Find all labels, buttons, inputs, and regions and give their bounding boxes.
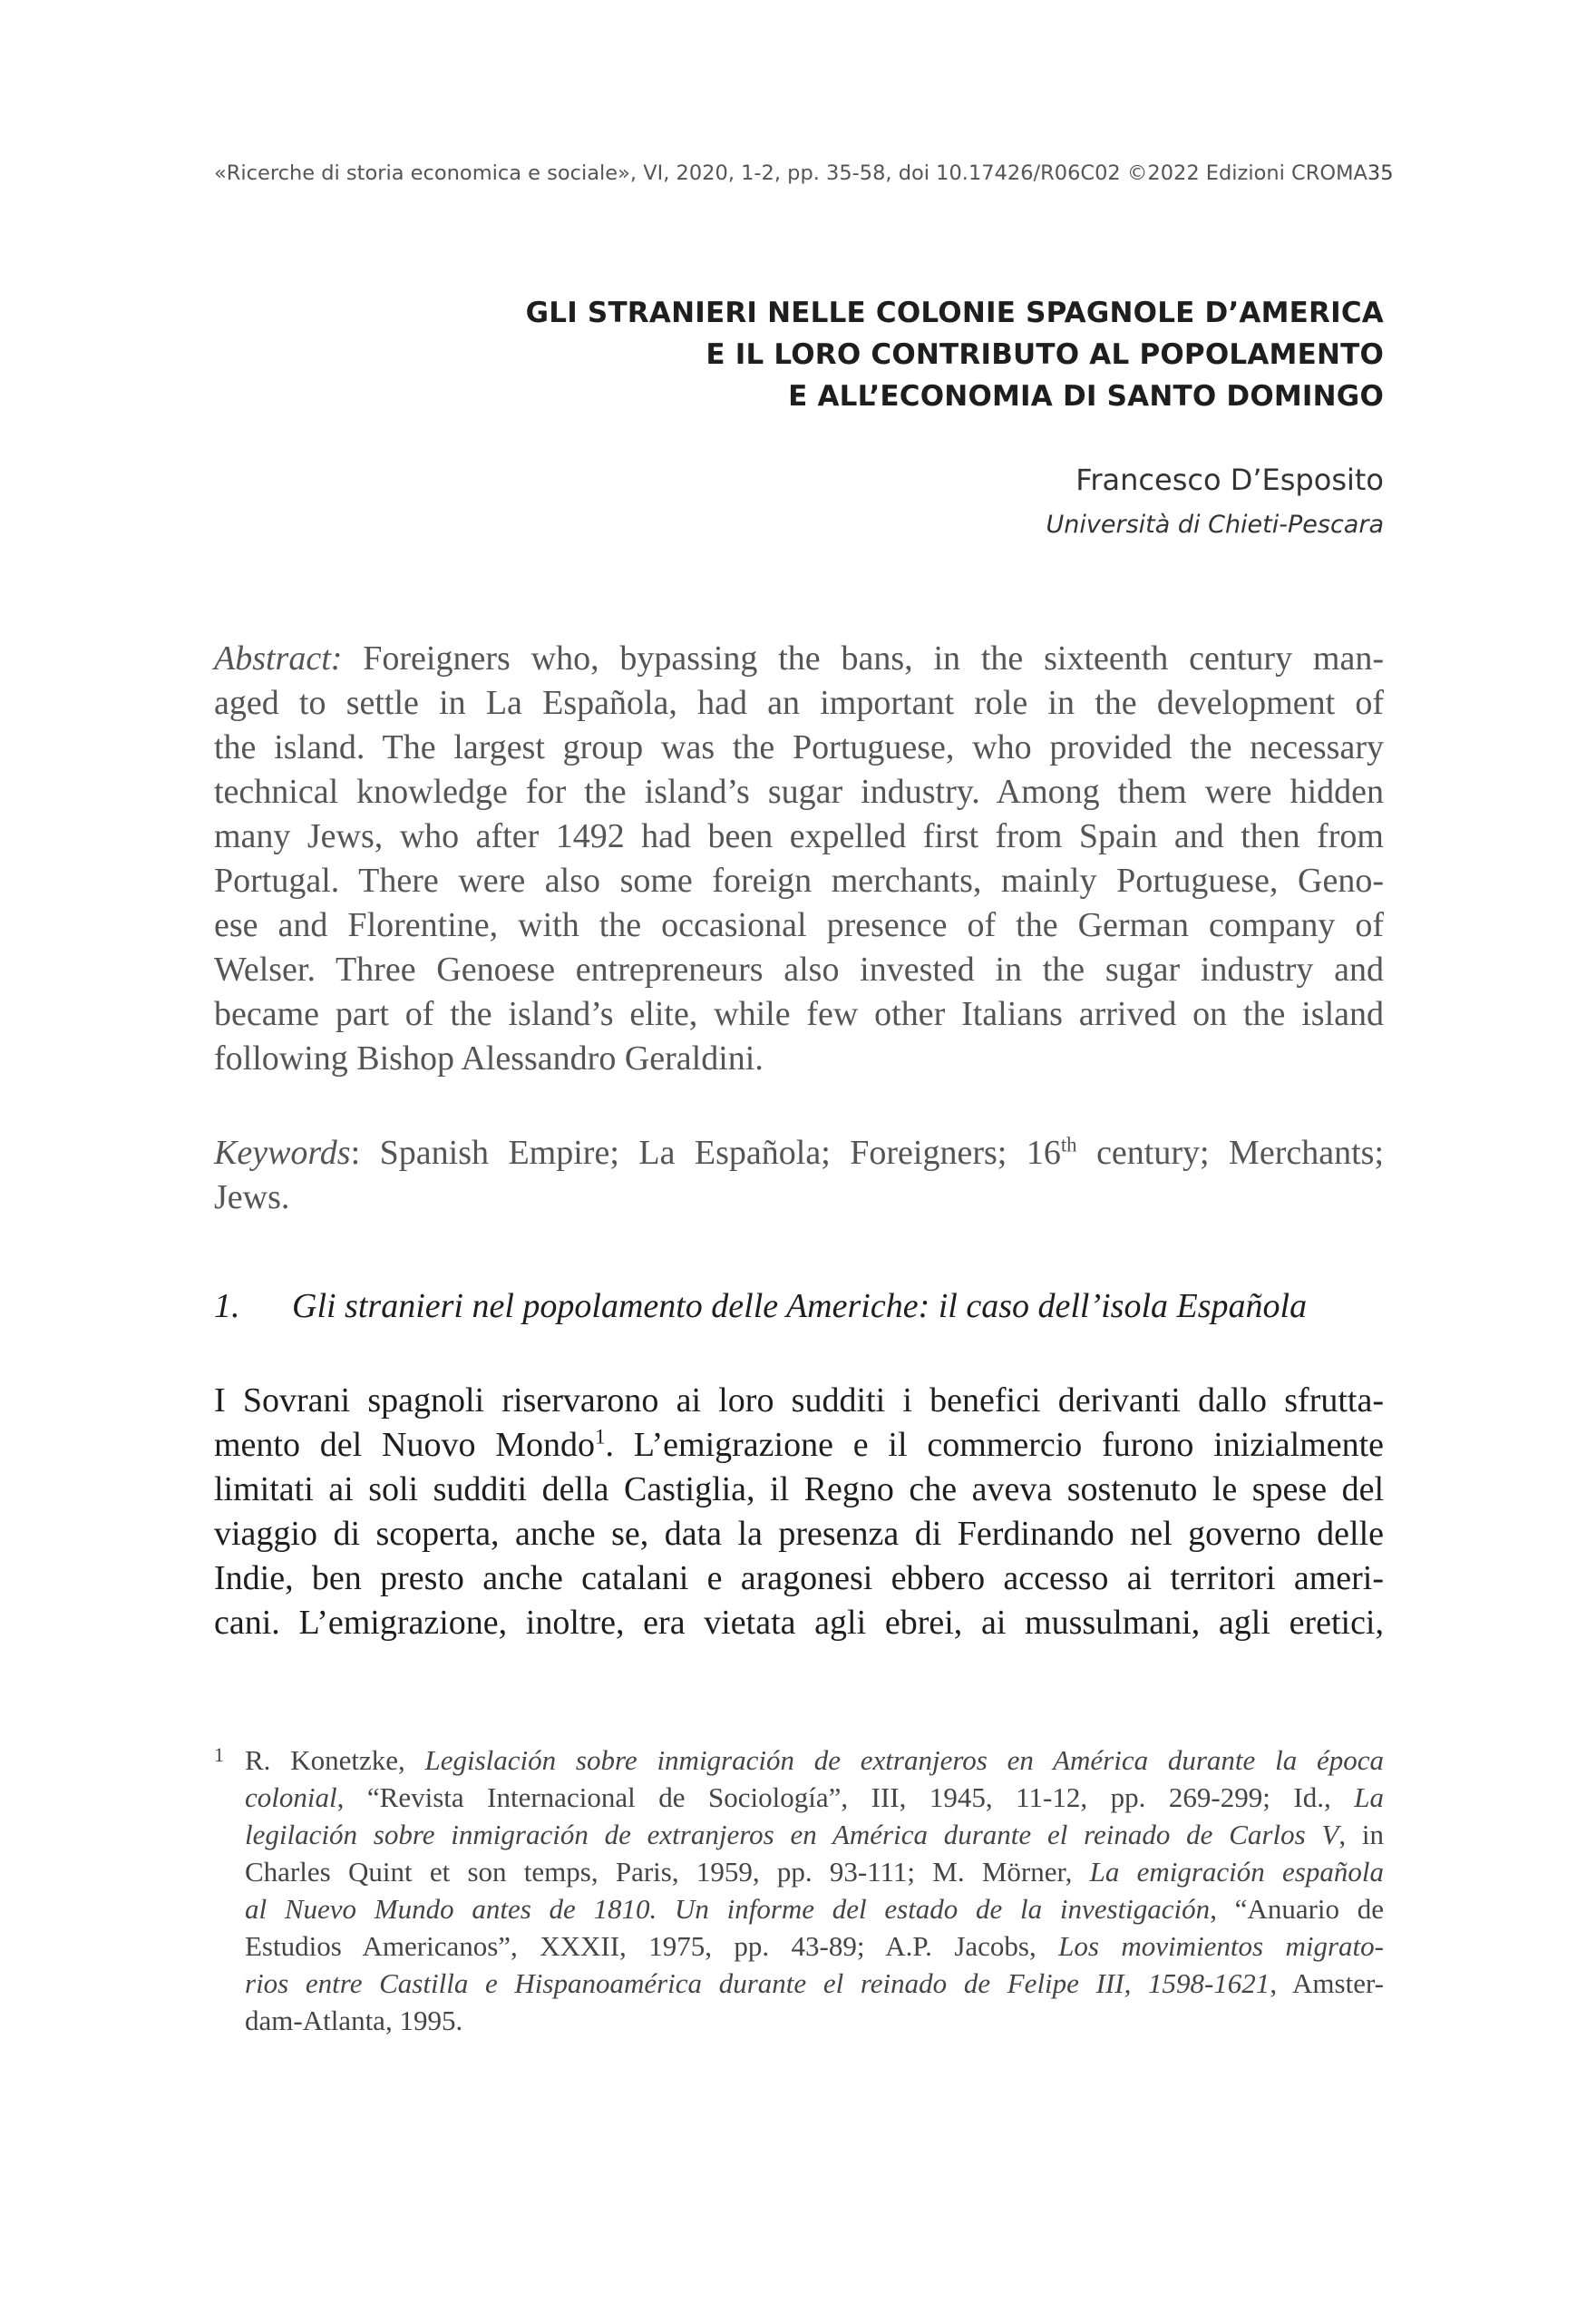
footnote-title: Legislación sobre inmigración de extranjeros en América durante la época [424, 1744, 1384, 1776]
keywords-line [214, 1131, 1384, 1176]
footnote-text: Charles Quint et son temps, Paris, 1959, pp. 93-111; M. Mörner, [245, 1856, 1090, 1888]
footnote-line: dam-Atlanta, 1995. [245, 2005, 463, 2036]
journal-citation: «Ricerche di storia economica e sociale», VI, 2020, 1-2, pp. 35-58, doi 10.17426/R06C02 ©2022 Edizioni CROMA [214, 161, 1367, 185]
author-name: Francesco D’Esposito [1075, 463, 1384, 497]
abstract-text: Foreigners who, bypassing the bans, in the sixteenth century man- [342, 639, 1384, 678]
keywords-line: Jews. [214, 1178, 290, 1216]
footnote-title: Los movimientos migrato- [1058, 1930, 1384, 1962]
abstract-line: Portugal. There were also some foreign merchants, mainly Portuguese, Geno- [214, 862, 1384, 900]
footnote-reference[interactable]: 1 [595, 1425, 606, 1449]
footnote-text: , in [1338, 1819, 1385, 1850]
body-paragraph [214, 1379, 1384, 1645]
title-line: GLI STRANIERI NELLE COLONIE SPAGNOLE D’AMERICA [525, 297, 1384, 329]
footnote-text: , “Anuario de [1210, 1893, 1385, 1925]
section-heading [214, 1286, 1384, 1326]
abstract-line: many Jews, who after 1492 had been expelled first from Spain and then from [214, 817, 1384, 855]
body-line: cani. L’emigrazione, inoltre, era vietata agli ebrei, ai mussulmani, agli eretici, [214, 1604, 1384, 1642]
abstract-label: Abstract: [214, 639, 343, 678]
body-line [214, 1423, 1384, 1468]
footnote-title: La [1354, 1781, 1384, 1813]
abstract-line: ese and Florentine, with the occasional presence of the German company of [214, 906, 1384, 944]
abstract-line: technical knowledge for the island’s sugar industry. Among them were hidden [214, 773, 1384, 811]
footnote-text: Estudios Americanos”, XXXII, 1975, pp. 43-89; A.P. Jacobs, [245, 1930, 1059, 1962]
body-line: Indie, ben presto anche catalani e aragonesi ebbero accesso ai territori ameri- [214, 1559, 1384, 1597]
abstract-line: aged to settle in La Española, had an important role in the development of [214, 684, 1384, 722]
abstract-line: following Bishop Alessandro Geraldini. [214, 1039, 764, 1078]
running-head [214, 161, 1394, 185]
title-line: E ALL’ECONOMIA DI SANTO DOMINGO [788, 380, 1384, 413]
body-line: I Sovrani spagnoli riservarono ai loro sudditi i benefici derivanti dallo sfrutta- [214, 1381, 1384, 1420]
article-title [272, 292, 1384, 417]
abstract [214, 637, 1384, 1081]
footnote-title: colonial [245, 1781, 337, 1813]
footnote-text: R. Konetzke, [245, 1744, 425, 1776]
footnote-title: al Nuevo Mundo antes de 1810. Un informe del estado de la investigación [245, 1893, 1211, 1925]
footnote-line [245, 1742, 1384, 1779]
footnote-line [245, 1927, 1384, 1965]
abstract-line [214, 637, 1384, 681]
body-text: mento del Nuovo Mondo [214, 1426, 596, 1464]
footnote-text: , Amster- [1270, 1967, 1384, 1999]
abstract-line: Welser. Three Genoese entrepreneurs also invested in the sugar industry and [214, 951, 1384, 989]
footnote-line [245, 1816, 1384, 1853]
footnote-line [245, 1965, 1384, 2002]
section-title: Gli stranieri nel popolamento delle Americhe: il caso dell’isola Española [292, 1287, 1308, 1325]
footnote-title: legilación sobre inmigración de extranjeros en América durante el reinado de Carlos V [245, 1819, 1339, 1850]
footnote-line [245, 1853, 1384, 1890]
footnote-marker: 1 [214, 1743, 224, 1766]
footnote-line [245, 1779, 1384, 1816]
section-number: 1. [214, 1287, 240, 1325]
author-affiliation: Università di Chieti-Pescara [1046, 511, 1384, 539]
footnote-title: La emigración española [1089, 1856, 1384, 1888]
abstract-line: the island. The largest group was the Portuguese, who provided the necessary [214, 728, 1384, 766]
keywords-text: century; Merchants; [1076, 1134, 1385, 1172]
abstract-line: became part of the island’s elite, while few other Italians arrived on the island [214, 995, 1384, 1033]
body-text: . L’emigrazione e il commercio furono inizialmente [605, 1426, 1384, 1464]
keywords-label: Keywords [214, 1134, 351, 1172]
ordinal-suffix: th [1060, 1133, 1077, 1156]
footnote-line [245, 1890, 1384, 1927]
keywords-text: : Spanish Empire; La Española; Foreigners; 16 [350, 1134, 1061, 1172]
body-line: limitati ai soli sudditi della Castiglia, il Regno che aveva sostenuto le spese del [214, 1470, 1384, 1508]
page-number: 35 [1367, 161, 1394, 185]
title-line: E IL LORO CONTRIBUTO AL POPOLAMENTO [706, 338, 1384, 371]
footnote [214, 1742, 1384, 2039]
keywords [214, 1131, 1384, 1220]
footnote-title: rios entre Castilla e Hispanoamérica durante el reinado de Felipe III, 1598-1621 [245, 1967, 1270, 1999]
body-line: viaggio di scoperta, anche se, data la presenza di Ferdinando nel governo delle [214, 1515, 1384, 1553]
footnote-text: , “Revista Internacional de Sociología”, III, 1945, 11-12, pp. 269-299; Id., [336, 1781, 1355, 1813]
